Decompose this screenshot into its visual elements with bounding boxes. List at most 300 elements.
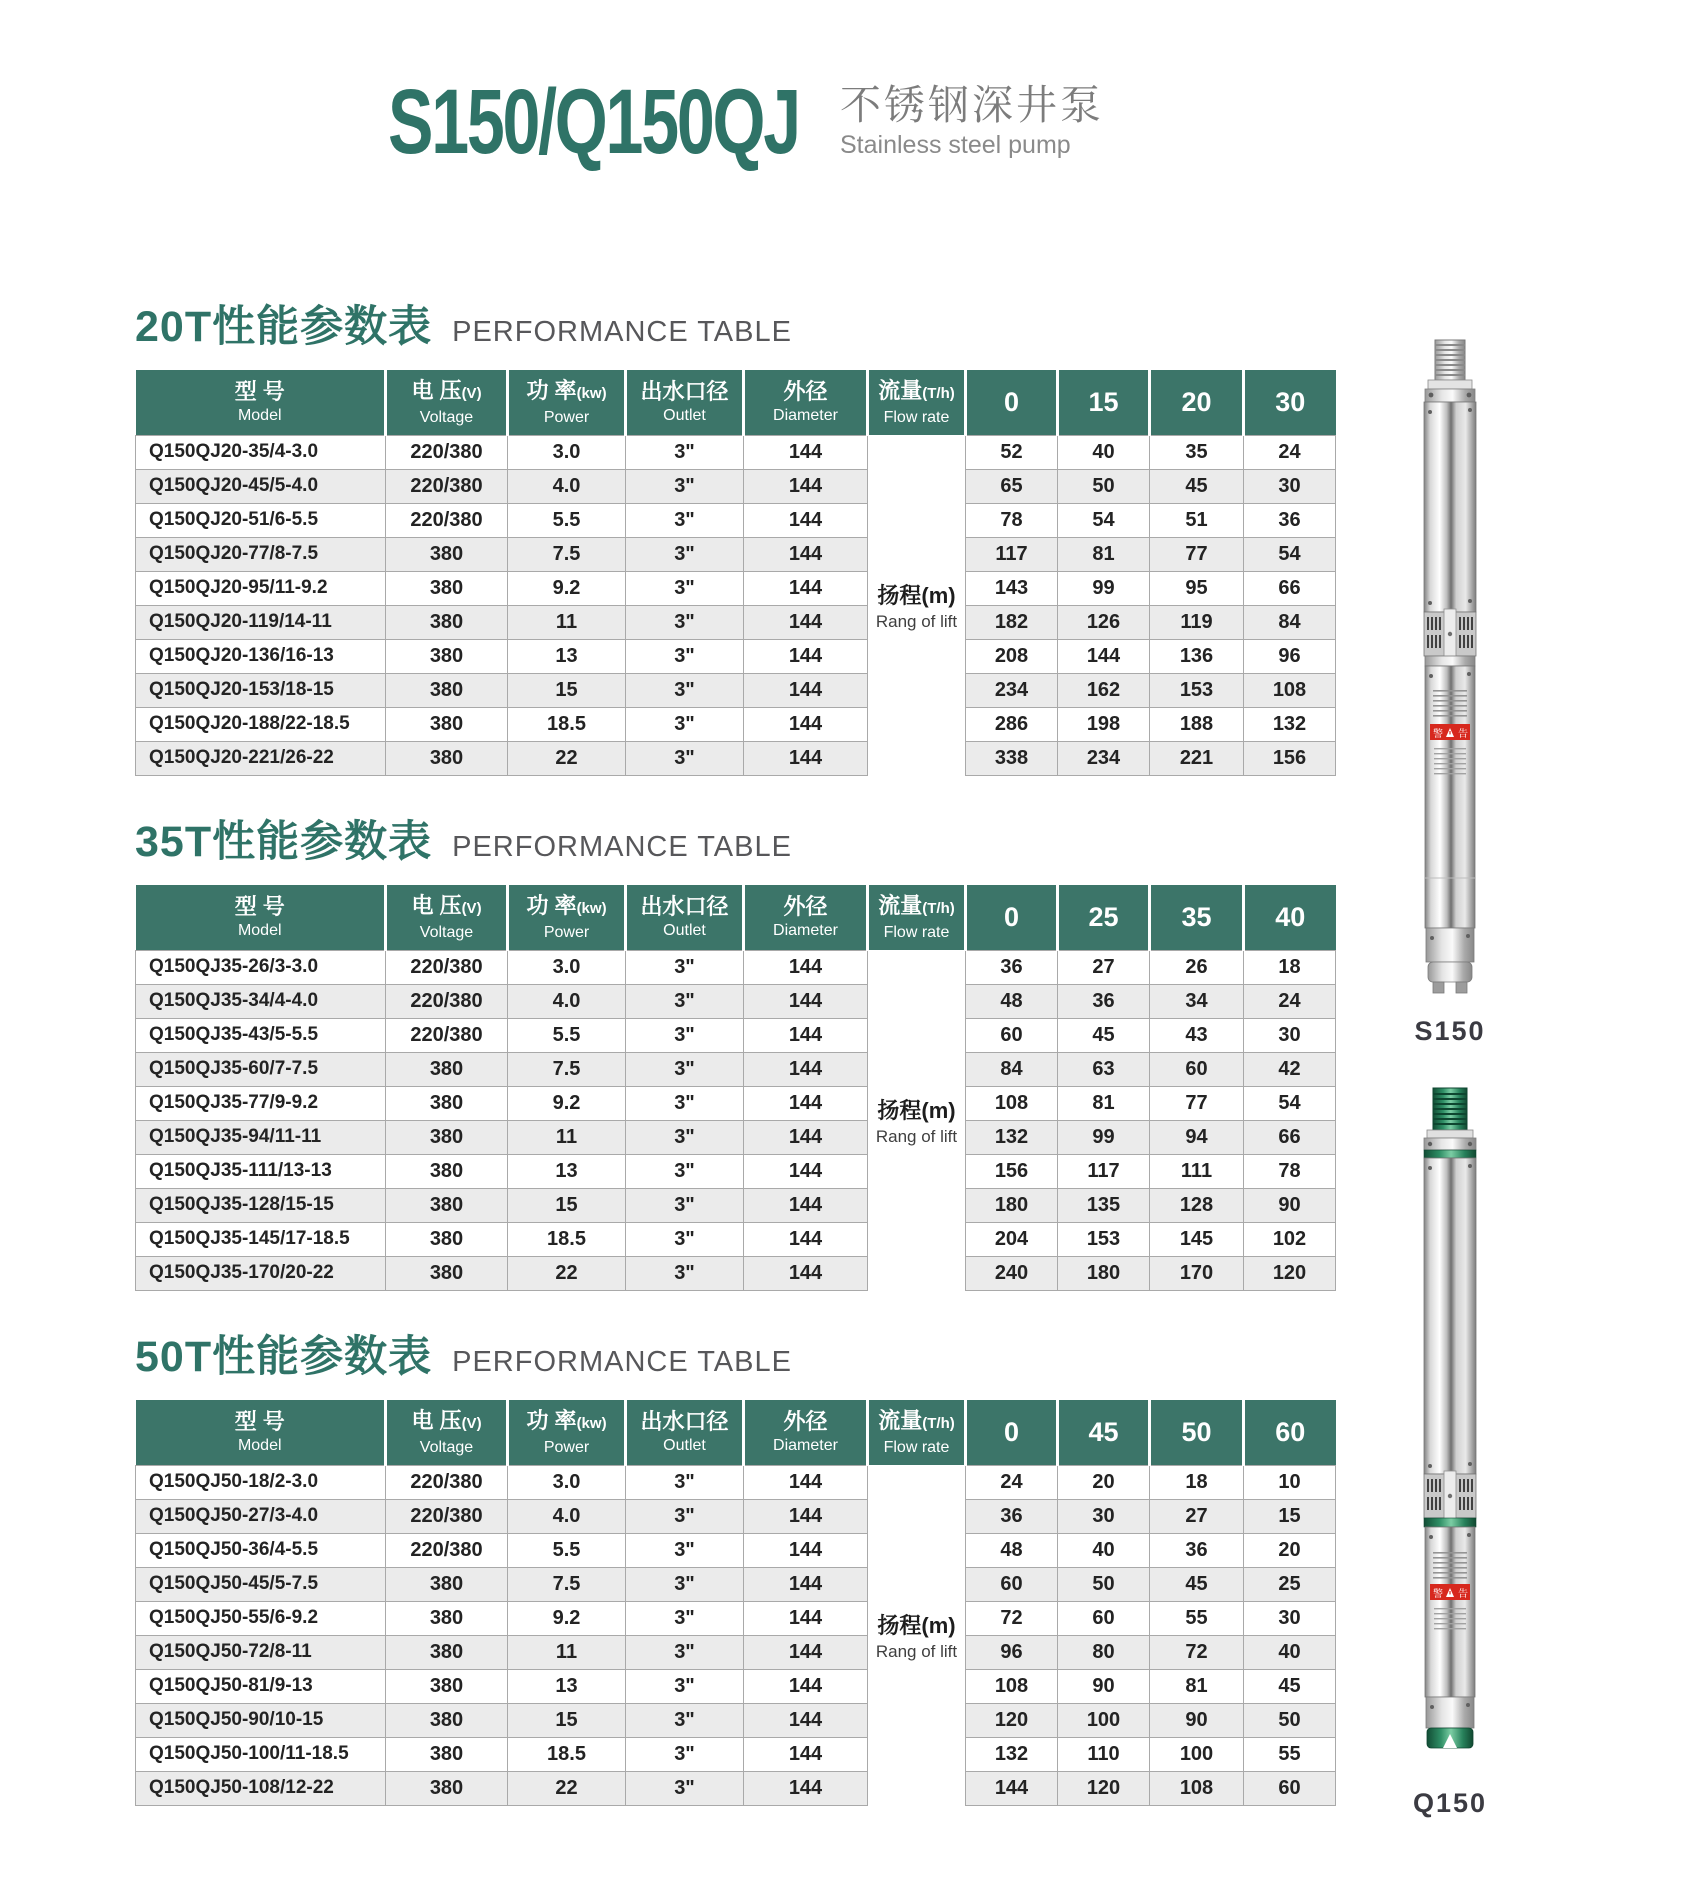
- spec-row: [136, 1120, 1336, 1154]
- column-header-unit: (kw): [576, 1414, 607, 1432]
- lift-value-cell: 50: [1058, 1567, 1150, 1601]
- lift-value-cell: 156: [1244, 741, 1336, 775]
- voltage-cell: 380: [386, 1737, 508, 1771]
- lift-value-cell: 108: [966, 1669, 1058, 1703]
- outlet-cell: 3": [626, 1771, 744, 1805]
- voltage-cell: 380: [386, 537, 508, 571]
- voltage-cell: 220/380: [386, 435, 508, 469]
- lift-value-cell: 156: [966, 1154, 1058, 1188]
- lift-value-cell: 128: [1150, 1188, 1244, 1222]
- power-cell: 4.0: [508, 984, 626, 1018]
- power-cell: 15: [508, 1188, 626, 1222]
- column-header-outlet: [626, 885, 744, 950]
- column-header-en: Power: [543, 408, 590, 426]
- power-cell: 4.0: [508, 1499, 626, 1533]
- lift-value-cell: 170: [1150, 1256, 1244, 1290]
- diameter-cell: 144: [744, 950, 868, 984]
- flow-point-header: 30: [1244, 370, 1336, 435]
- voltage-cell: 380: [386, 1188, 508, 1222]
- lift-value-cell: 48: [966, 984, 1058, 1018]
- voltage-cell: 380: [386, 1669, 508, 1703]
- power-cell: 5.5: [508, 1533, 626, 1567]
- section-heading-en: PERFORMANCE TABLE: [452, 831, 792, 863]
- lift-value-cell: 286: [966, 707, 1058, 741]
- header-row: [136, 1400, 1336, 1465]
- column-header-cn: 型 号: [234, 379, 285, 405]
- lift-value-cell: 36: [1244, 503, 1336, 537]
- voltage-cell: 380: [386, 571, 508, 605]
- power-cell: 22: [508, 1771, 626, 1805]
- column-header-unit: (T/h): [922, 385, 955, 402]
- column-header-unit: (V): [461, 1414, 482, 1432]
- outlet-cell: 3": [626, 1222, 744, 1256]
- lift-value-cell: 66: [1244, 1120, 1336, 1154]
- lift-value-cell: 40: [1058, 435, 1150, 469]
- lift-value-cell: 84: [966, 1052, 1058, 1086]
- column-header-en: Outlet: [663, 1437, 706, 1455]
- model-cell: Q150QJ20-153/18-15: [136, 673, 386, 707]
- lift-value-cell: 60: [966, 1018, 1058, 1052]
- power-cell: 4.0: [508, 469, 626, 503]
- lift-span-cell: [868, 435, 966, 775]
- lift-value-cell: 208: [966, 639, 1058, 673]
- outlet-cell: 3": [626, 984, 744, 1018]
- spec-row: [136, 984, 1336, 1018]
- diameter-cell: 144: [744, 1669, 868, 1703]
- spec-row: [136, 1188, 1336, 1222]
- column-header-en: Power: [543, 1438, 590, 1456]
- diameter-cell: 144: [744, 1703, 868, 1737]
- power-cell: 18.5: [508, 1737, 626, 1771]
- lift-value-cell: 60: [1244, 1771, 1336, 1805]
- column-header-unit: (T/h): [922, 900, 955, 917]
- power-cell: 3.0: [508, 950, 626, 984]
- outlet-cell: 3": [626, 469, 744, 503]
- voltage-cell: 380: [386, 1256, 508, 1290]
- outlet-cell: 3": [626, 1465, 744, 1499]
- column-header-cn: 出水口径: [640, 894, 729, 920]
- flow-point-header: 25: [1058, 885, 1150, 950]
- column-header-voltage: [386, 885, 508, 950]
- voltage-cell: 220/380: [386, 1499, 508, 1533]
- diameter-cell: 144: [744, 707, 868, 741]
- outlet-cell: 3": [626, 1188, 744, 1222]
- lift-value-cell: 27: [1150, 1499, 1244, 1533]
- diameter-cell: 144: [744, 1499, 868, 1533]
- model-cell: Q150QJ50-100/11-18.5: [136, 1737, 386, 1771]
- voltage-cell: 380: [386, 707, 508, 741]
- column-header-unit: (kw): [576, 899, 607, 917]
- outlet-cell: 3": [626, 605, 744, 639]
- lift-value-cell: 36: [1150, 1533, 1244, 1567]
- model-cell: Q150QJ50-72/8-11: [136, 1635, 386, 1669]
- diameter-cell: 144: [744, 639, 868, 673]
- column-header-flow-rate: [868, 1400, 966, 1465]
- model-cell: Q150QJ50-27/3-4.0: [136, 1499, 386, 1533]
- diameter-cell: 144: [744, 1018, 868, 1052]
- column-header-model: [136, 1400, 386, 1465]
- lift-label-cn: 扬程(m): [877, 582, 956, 608]
- warning-char-right: 告: [1458, 729, 1468, 740]
- lift-value-cell: 126: [1058, 605, 1150, 639]
- power-cell: 13: [508, 1154, 626, 1188]
- lift-value-cell: 84: [1244, 605, 1336, 639]
- outlet-cell: 3": [626, 1601, 744, 1635]
- column-header-cn: 电 压(V): [411, 377, 482, 403]
- page-header: [388, 71, 1104, 198]
- flow-point-header: 0: [966, 1400, 1058, 1465]
- spec-row: [136, 1669, 1336, 1703]
- lift-value-cell: 96: [1244, 639, 1336, 673]
- diameter-cell: 144: [744, 984, 868, 1018]
- column-header-cn: 出水口径: [640, 1409, 729, 1435]
- diameter-cell: 144: [744, 435, 868, 469]
- pump-thread-top-green: [1433, 1088, 1467, 1130]
- header-row: [136, 885, 1336, 950]
- column-header-cn: 流量(T/h): [878, 893, 955, 918]
- page-title: S150/Q150QJ: [388, 71, 799, 173]
- lift-value-cell: 234: [966, 673, 1058, 707]
- model-cell: Q150QJ35-43/5-5.5: [136, 1018, 386, 1052]
- column-header-unit: (kw): [576, 384, 607, 402]
- lift-value-cell: 94: [1150, 1120, 1244, 1154]
- column-header-cn: 出水口径: [640, 379, 729, 405]
- spec-row: [136, 1635, 1336, 1669]
- column-header-model: [136, 370, 386, 435]
- lift-value-cell: 108: [966, 1086, 1058, 1120]
- lift-value-cell: 45: [1150, 1567, 1244, 1601]
- spec-row: [136, 1256, 1336, 1290]
- lift-value-cell: 51: [1150, 503, 1244, 537]
- outlet-cell: 3": [626, 537, 744, 571]
- column-header-diameter: [744, 885, 868, 950]
- section-heading-cn: 35T性能参数表: [135, 818, 433, 866]
- section-20t: [135, 293, 1335, 776]
- power-cell: 7.5: [508, 1052, 626, 1086]
- warning-char-right: 告: [1458, 1589, 1468, 1600]
- column-header-power: [508, 885, 626, 950]
- power-cell: 5.5: [508, 503, 626, 537]
- lift-value-cell: 48: [966, 1533, 1058, 1567]
- outlet-cell: 3": [626, 435, 744, 469]
- flow-point-header: 45: [1058, 1400, 1150, 1465]
- model-cell: Q150QJ35-34/4-4.0: [136, 984, 386, 1018]
- lift-value-cell: 99: [1058, 1120, 1150, 1154]
- power-cell: 7.5: [508, 537, 626, 571]
- performance-table-35t: [135, 885, 1336, 1291]
- section-heading-50t: [135, 1323, 1335, 1381]
- spec-row: [136, 1018, 1336, 1052]
- diameter-cell: 144: [744, 1222, 868, 1256]
- warning-char-left: 警: [1433, 729, 1443, 740]
- spec-row: [136, 1222, 1336, 1256]
- q150-pump-image: [1412, 1086, 1488, 1754]
- spec-row: [136, 741, 1336, 775]
- lift-label-en: Rang of lift: [875, 1126, 958, 1146]
- flow-point-header: 20: [1150, 370, 1244, 435]
- diameter-cell: 144: [744, 1601, 868, 1635]
- column-header-en: Flow rate: [883, 1439, 950, 1456]
- model-cell: Q150QJ20-51/6-5.5: [136, 503, 386, 537]
- power-cell: 22: [508, 741, 626, 775]
- column-header-en: Model: [237, 407, 282, 425]
- lift-value-cell: 60: [1058, 1601, 1150, 1635]
- power-cell: 13: [508, 1669, 626, 1703]
- column-header-cn: 型 号: [234, 894, 285, 920]
- lift-value-cell: 40: [1058, 1533, 1150, 1567]
- voltage-cell: 380: [386, 1635, 508, 1669]
- diameter-cell: 144: [744, 571, 868, 605]
- model-cell: Q150QJ20-119/14-11: [136, 605, 386, 639]
- column-header-diameter: [744, 1400, 868, 1465]
- model-cell: Q150QJ20-136/16-13: [136, 639, 386, 673]
- voltage-cell: 380: [386, 741, 508, 775]
- lift-value-cell: 40: [1244, 1635, 1336, 1669]
- spec-row: [136, 503, 1336, 537]
- column-header-cn: 功 率(kw): [526, 1407, 607, 1433]
- warning-label: [1430, 724, 1470, 740]
- model-cell: Q150QJ35-111/13-13: [136, 1154, 386, 1188]
- section-50t: [135, 1323, 1335, 1806]
- lift-value-cell: 24: [1244, 435, 1336, 469]
- diameter-cell: 144: [744, 1533, 868, 1567]
- lift-value-cell: 26: [1150, 950, 1244, 984]
- spec-row: [136, 673, 1336, 707]
- section-heading-35t: [135, 808, 1335, 866]
- lift-value-cell: 72: [966, 1601, 1058, 1635]
- spec-row: [136, 1465, 1336, 1499]
- lift-value-cell: 95: [1150, 571, 1244, 605]
- lift-value-cell: 180: [966, 1188, 1058, 1222]
- lift-value-cell: 52: [966, 435, 1058, 469]
- voltage-cell: 220/380: [386, 469, 508, 503]
- diameter-cell: 144: [744, 1188, 868, 1222]
- lift-value-cell: 144: [1058, 639, 1150, 673]
- power-cell: 11: [508, 1120, 626, 1154]
- voltage-cell: 380: [386, 1154, 508, 1188]
- warning-label: [1430, 1584, 1470, 1600]
- lift-value-cell: 338: [966, 741, 1058, 775]
- model-cell: Q150QJ50-90/10-15: [136, 1703, 386, 1737]
- column-header-flow-rate: [868, 885, 966, 950]
- column-header-en: Outlet: [663, 922, 706, 940]
- column-header-unit: (T/h): [922, 1415, 955, 1432]
- power-cell: 18.5: [508, 707, 626, 741]
- lift-value-cell: 55: [1150, 1601, 1244, 1635]
- model-cell: Q150QJ50-36/4-5.5: [136, 1533, 386, 1567]
- power-cell: 9.2: [508, 1601, 626, 1635]
- voltage-cell: 380: [386, 1567, 508, 1601]
- lift-value-cell: 132: [1244, 707, 1336, 741]
- flow-point-header: 0: [966, 885, 1058, 950]
- power-cell: 22: [508, 1256, 626, 1290]
- outlet-cell: 3": [626, 571, 744, 605]
- outlet-cell: 3": [626, 1256, 744, 1290]
- model-cell: Q150QJ35-94/11-11: [136, 1120, 386, 1154]
- diameter-cell: 144: [744, 1465, 868, 1499]
- lift-value-cell: 100: [1058, 1703, 1150, 1737]
- lift-value-cell: 30: [1058, 1499, 1150, 1533]
- column-header-power: [508, 370, 626, 435]
- lift-value-cell: 180: [1058, 1256, 1150, 1290]
- model-cell: Q150QJ35-145/17-18.5: [136, 1222, 386, 1256]
- lift-value-cell: 135: [1058, 1188, 1150, 1222]
- diameter-cell: 144: [744, 1567, 868, 1601]
- lift-value-cell: 54: [1244, 1086, 1336, 1120]
- diameter-cell: 144: [744, 605, 868, 639]
- spec-row: [136, 1052, 1336, 1086]
- lift-value-cell: 102: [1244, 1222, 1336, 1256]
- column-header-cn: 功 率(kw): [526, 892, 607, 918]
- lift-value-cell: 90: [1244, 1188, 1336, 1222]
- diameter-cell: 144: [744, 469, 868, 503]
- lift-value-cell: 18: [1244, 950, 1336, 984]
- model-cell: Q150QJ35-60/7-7.5: [136, 1052, 386, 1086]
- lift-value-cell: 55: [1244, 1737, 1336, 1771]
- power-cell: 3.0: [508, 1465, 626, 1499]
- lift-value-cell: 162: [1058, 673, 1150, 707]
- outlet-cell: 3": [626, 1737, 744, 1771]
- spec-row: [136, 537, 1336, 571]
- lift-value-cell: 111: [1150, 1154, 1244, 1188]
- warning-char-left: 警: [1433, 1589, 1443, 1600]
- column-header-cn: 电 压(V): [411, 1407, 482, 1433]
- power-cell: 15: [508, 1703, 626, 1737]
- lift-value-cell: 188: [1150, 707, 1244, 741]
- voltage-cell: 380: [386, 1771, 508, 1805]
- voltage-cell: 380: [386, 1120, 508, 1154]
- outlet-cell: 3": [626, 707, 744, 741]
- lift-value-cell: 36: [966, 1499, 1058, 1533]
- header-row: [136, 370, 1336, 435]
- spec-row: [136, 1567, 1336, 1601]
- flow-point-header: 60: [1244, 1400, 1336, 1465]
- lift-value-cell: 143: [966, 571, 1058, 605]
- flow-point-header: 15: [1058, 370, 1150, 435]
- lift-value-cell: 136: [1150, 639, 1244, 673]
- power-cell: 7.5: [508, 1567, 626, 1601]
- flow-point-header: 0: [966, 370, 1058, 435]
- lift-value-cell: 132: [966, 1120, 1058, 1154]
- lift-value-cell: 77: [1150, 537, 1244, 571]
- column-header-voltage: [386, 1400, 508, 1465]
- outlet-cell: 3": [626, 1635, 744, 1669]
- page-subtitle: [840, 82, 1104, 160]
- lift-value-cell: 60: [1150, 1052, 1244, 1086]
- subtitle-chinese: 不锈钢深井泵: [840, 82, 1104, 128]
- lift-value-cell: 99: [1058, 571, 1150, 605]
- lift-value-cell: 117: [1058, 1154, 1150, 1188]
- voltage-cell: 380: [386, 673, 508, 707]
- lift-value-cell: 18: [1150, 1465, 1244, 1499]
- lift-value-cell: 120: [1244, 1256, 1336, 1290]
- column-header-en: Voltage: [419, 408, 474, 426]
- flow-point-header: 50: [1150, 1400, 1244, 1465]
- diameter-cell: 144: [744, 1052, 868, 1086]
- lift-value-cell: 100: [1150, 1737, 1244, 1771]
- spec-row: [136, 1703, 1336, 1737]
- column-header-en: Diameter: [773, 407, 838, 425]
- outlet-cell: 3": [626, 741, 744, 775]
- column-header-cn: 流量(T/h): [878, 378, 955, 403]
- lift-label-cn: 扬程(m): [877, 1097, 956, 1123]
- diameter-cell: 144: [744, 1635, 868, 1669]
- voltage-cell: 380: [386, 1222, 508, 1256]
- section-heading-cn: 20T性能参数表: [135, 303, 433, 351]
- model-cell: Q150QJ20-77/8-7.5: [136, 537, 386, 571]
- lift-value-cell: 20: [1058, 1465, 1150, 1499]
- lift-value-cell: 81: [1058, 1086, 1150, 1120]
- lift-value-cell: 20: [1244, 1533, 1336, 1567]
- column-header-en: Power: [543, 923, 590, 941]
- voltage-cell: 380: [386, 605, 508, 639]
- diameter-cell: 144: [744, 1154, 868, 1188]
- voltage-cell: 220/380: [386, 950, 508, 984]
- lift-value-cell: 120: [1058, 1771, 1150, 1805]
- column-header-en: Flow rate: [883, 924, 950, 941]
- lift-value-cell: 65: [966, 469, 1058, 503]
- model-cell: Q150QJ50-108/12-22: [136, 1771, 386, 1805]
- lift-value-cell: 72: [1150, 1635, 1244, 1669]
- lift-value-cell: 24: [966, 1465, 1058, 1499]
- voltage-cell: 380: [386, 1601, 508, 1635]
- diameter-cell: 144: [744, 1120, 868, 1154]
- spec-row: [136, 639, 1336, 673]
- section-35t: [135, 808, 1335, 1291]
- model-cell: Q150QJ50-18/2-3.0: [136, 1465, 386, 1499]
- lift-value-cell: 145: [1150, 1222, 1244, 1256]
- lift-value-cell: 120: [966, 1703, 1058, 1737]
- power-cell: 15: [508, 673, 626, 707]
- diameter-cell: 144: [744, 537, 868, 571]
- lift-value-cell: 24: [1244, 984, 1336, 1018]
- model-cell: Q150QJ50-55/6-9.2: [136, 1601, 386, 1635]
- lift-value-cell: 63: [1058, 1052, 1150, 1086]
- column-header-model: [136, 885, 386, 950]
- section-heading-en: PERFORMANCE TABLE: [452, 1346, 792, 1378]
- column-header-cn: 流量(T/h): [878, 1408, 955, 1433]
- outlet-cell: 3": [626, 673, 744, 707]
- lift-value-cell: 153: [1058, 1222, 1150, 1256]
- lift-value-cell: 43: [1150, 1018, 1244, 1052]
- lift-value-cell: 36: [1058, 984, 1150, 1018]
- lift-value-cell: 110: [1058, 1737, 1150, 1771]
- lift-label-en: Rang of lift: [875, 1641, 958, 1661]
- column-header-en: Outlet: [663, 407, 706, 425]
- lift-label-en: Rang of lift: [875, 611, 958, 631]
- lift-value-cell: 54: [1058, 503, 1150, 537]
- column-header-en: Flow rate: [883, 409, 950, 426]
- lift-value-cell: 90: [1150, 1703, 1244, 1737]
- lift-value-cell: 96: [966, 1635, 1058, 1669]
- lift-value-cell: 204: [966, 1222, 1058, 1256]
- performance-table-50t: [135, 1400, 1336, 1806]
- power-cell: 11: [508, 605, 626, 639]
- model-cell: Q150QJ20-35/4-3.0: [136, 435, 386, 469]
- spec-row: [136, 1601, 1336, 1635]
- lift-value-cell: 30: [1244, 1601, 1336, 1635]
- s150-pump-image: [1412, 338, 1488, 1000]
- spec-row: [136, 1771, 1336, 1805]
- column-header-en: Model: [237, 1437, 282, 1455]
- power-cell: 13: [508, 639, 626, 673]
- strainer-band: [1424, 1471, 1476, 1521]
- outlet-cell: 3": [626, 1533, 744, 1567]
- voltage-cell: 220/380: [386, 984, 508, 1018]
- outlet-cell: 3": [626, 639, 744, 673]
- lift-value-cell: 45: [1058, 1018, 1150, 1052]
- power-cell: 9.2: [508, 571, 626, 605]
